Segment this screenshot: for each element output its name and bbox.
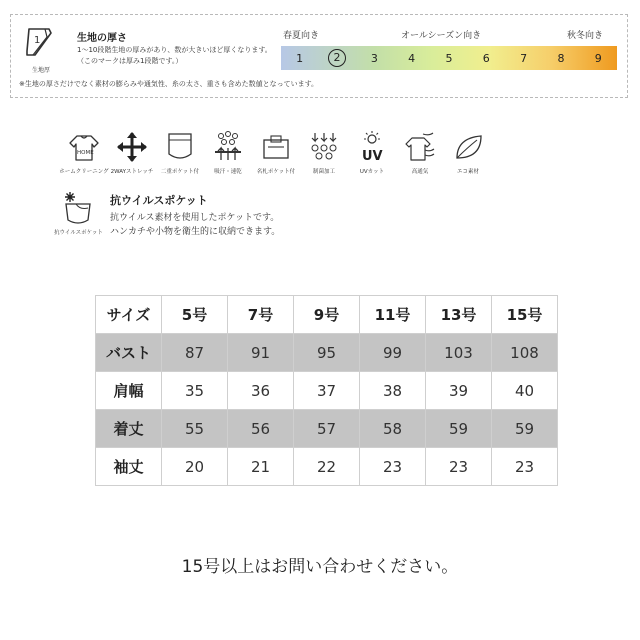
size-header-cell: 9号	[294, 296, 360, 334]
breathable-icon	[403, 130, 437, 164]
uv-cut-icon	[355, 130, 389, 164]
table-cell: 57	[294, 410, 360, 448]
feature-icons	[60, 130, 492, 175]
fabric-thickness-desc-line2: （このマークは厚み1段階です。）	[77, 57, 183, 65]
size-header-cell: 11号	[360, 296, 426, 334]
footer-note: 15号以上はお問い合わせください。	[181, 557, 459, 577]
double-pocket-icon	[163, 130, 197, 164]
table-cell: 95	[294, 334, 360, 372]
size-table-header-row	[96, 296, 558, 334]
scale-cell: 9	[594, 51, 602, 65]
scale-cell: 6	[482, 51, 490, 65]
scale-cell: 8	[557, 51, 565, 65]
antistatic-icon	[307, 130, 341, 164]
fabric-thickness-desc-line1: 1～10段階生地の厚みがあり、数が大きいほど厚くなります。	[77, 46, 272, 54]
scale-cell: 3	[370, 51, 378, 65]
home-cleaning-icon	[67, 130, 101, 164]
scale-label-all-season: オールシーズン向き	[401, 31, 482, 41]
fabric-thickness-title: 生地の厚さ	[77, 33, 127, 44]
size-table-row-length	[96, 410, 558, 448]
size-table-row-sleeve	[96, 448, 558, 486]
table-cell: 36	[228, 372, 294, 410]
sweat-absorb-icon	[211, 130, 245, 164]
table-cell: 99	[360, 334, 426, 372]
feature-uv-cut: UV UVカット	[348, 130, 396, 175]
size-header-cell: 15号	[492, 296, 558, 334]
table-cell: 91	[228, 334, 294, 372]
scale-cell-selected: 2	[318, 46, 355, 70]
table-cell: 103	[426, 334, 492, 372]
table-cell: 39	[426, 372, 492, 410]
table-cell: 37	[294, 372, 360, 410]
feature-name-card-pocket: 名札ポケット付	[252, 130, 300, 175]
feature-double-pocket: 二重ポケット付	[156, 130, 204, 175]
table-cell: 87	[162, 334, 228, 372]
table-cell: 21	[228, 448, 294, 486]
antiviral-pocket-icon	[58, 190, 98, 226]
table-cell: 22	[294, 448, 360, 486]
table-cell: 23	[360, 448, 426, 486]
svg-text:UV: UV	[362, 149, 383, 164]
antiviral-pocket-description	[110, 211, 280, 239]
row-label-cell: バスト	[96, 334, 162, 372]
scale-label-autumn-winter: 秋冬向き	[567, 31, 604, 41]
row-label-cell: 着丈	[96, 410, 162, 448]
feature-home-cleaning: HOME ホームクリーニング	[60, 130, 108, 175]
size-header-cell: サイズ	[96, 296, 162, 334]
scale-label-spring-summer: 春夏向き	[283, 31, 320, 41]
antiviral-pocket-title: 抗ウイルスポケット	[110, 194, 208, 207]
fabric-thickness-panel	[10, 14, 628, 98]
name-card-pocket-icon	[259, 130, 293, 164]
scale-cell: 5	[445, 51, 453, 65]
table-cell: 58	[360, 410, 426, 448]
scale-cell: 1	[296, 51, 304, 65]
fabric-thickness-icon	[23, 25, 57, 59]
table-cell: 108	[492, 334, 558, 372]
size-table-row-shoulder	[96, 372, 558, 410]
size-table	[95, 295, 558, 486]
table-cell: 59	[426, 410, 492, 448]
table-cell: 38	[360, 372, 426, 410]
table-cell: 55	[162, 410, 228, 448]
table-cell: 20	[162, 448, 228, 486]
table-cell: 40	[492, 372, 558, 410]
size-table-row-bust	[96, 334, 558, 372]
table-cell: 56	[228, 410, 294, 448]
svg-text:1: 1	[34, 35, 41, 46]
table-cell: 59	[492, 410, 558, 448]
size-header-cell: 7号	[228, 296, 294, 334]
table-cell: 23	[492, 448, 558, 486]
scale-cell: 7	[520, 51, 528, 65]
svg-text:HOME: HOME	[77, 150, 94, 156]
feature-breathable: 高通気	[396, 130, 444, 175]
row-label-cell: 肩幅	[96, 372, 162, 410]
feature-sweat-absorb: 吸汗・速乾	[204, 130, 252, 175]
thickness-scale-bar	[281, 46, 617, 70]
feature-antibacterial: 制菌加工	[300, 130, 348, 175]
eco-material-icon	[451, 130, 485, 164]
fabric-thickness-icon-label: 生地厚	[31, 67, 50, 74]
feature-eco-material: エコ素材	[444, 130, 492, 175]
size-header-cell: 13号	[426, 296, 492, 334]
table-cell: 23	[426, 448, 492, 486]
row-label-cell: 袖丈	[96, 448, 162, 486]
feature-two-way-stretch: 2WAYストレッチ	[108, 130, 156, 175]
table-cell: 35	[162, 372, 228, 410]
antiviral-desc-line2: ハンカチや小物を衛生的に収納できます。	[110, 227, 281, 237]
scale-cell: 4	[408, 51, 416, 65]
two-way-stretch-icon	[115, 130, 149, 164]
antiviral-desc-line1: 抗ウイルス素材を使用したポケットです。	[110, 213, 280, 223]
size-header-cell: 5号	[162, 296, 228, 334]
fabric-thickness-description	[77, 45, 297, 67]
antiviral-pocket-icon-label: 抗ウイルスポケット	[54, 230, 103, 236]
fabric-thickness-note: ※生地の厚さだけでなく素材の膨らみや通気性、糸の太さ、重さも含めた数値となっています。	[19, 80, 319, 88]
